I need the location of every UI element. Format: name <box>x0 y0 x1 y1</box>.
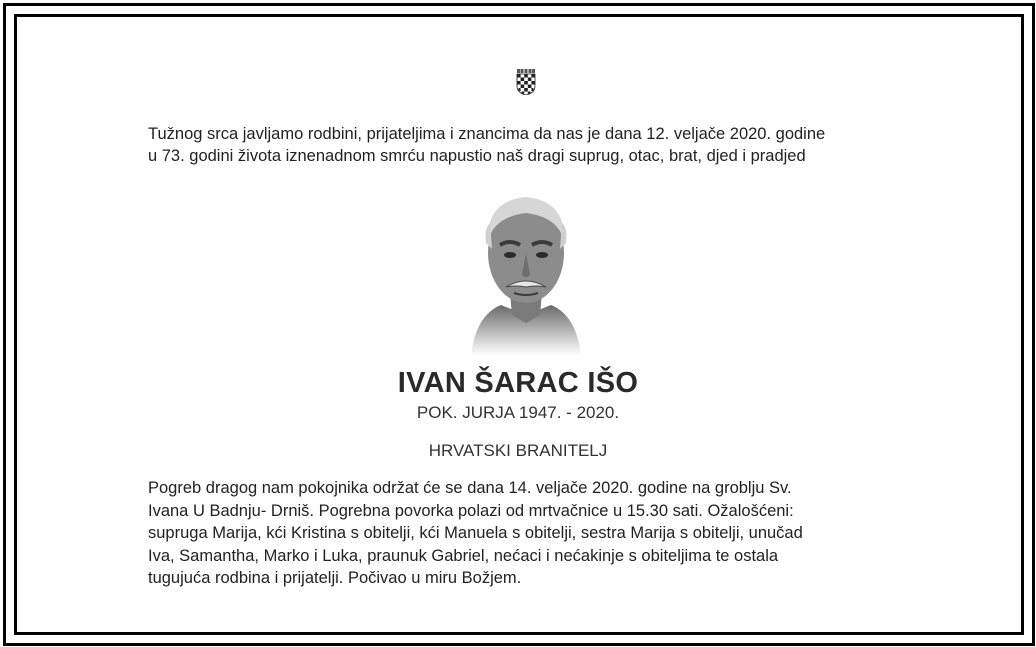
intro-paragraph <box>148 123 918 167</box>
body-line: Pogreb dragog nam pokojnika održat će se dana 14. veljače 2020. godine na groblju Sv. <box>148 479 792 497</box>
body-line: Iva, Samantha, Marko i Luka, praunuk Gabriel, nećaci i nećakinje s obiteljima te ostala <box>148 546 779 565</box>
deceased-portrait <box>466 183 586 355</box>
deceased-title: HRVATSKI BRANITELJ <box>428 441 608 460</box>
body-line: tugujuća rodbina i prijatelji. Počivao u miru Božjem. <box>148 569 522 588</box>
body-line: supruga Marija, kći Kristina s obitelji, kći Manuela s obitelji, sestra Marija s obitelji, unučad <box>148 524 803 543</box>
funeral-details-paragraph <box>148 477 928 590</box>
intro-line: Tužnog srca javljamo rodbini, prijateljima i znancima da nas je dana 12. veljače 2020. godine <box>148 125 826 143</box>
deceased-name: IVAN ŠARAC IŠO <box>397 367 639 399</box>
body-line: Ivana U Badnju- Drniš. Pogrebna povorka polazi od mrtvačnice u 15.30 sati. Ožalošćeni: <box>148 501 794 520</box>
deceased-dates: POK. JURJA 1947. - 2020. <box>416 403 620 422</box>
coat-of-arms-icon <box>516 69 536 95</box>
intro-line: u 73. godini života iznenadnom smrću napustio naš dragi suprug, otac, brat, djed i pradjed <box>148 147 806 165</box>
